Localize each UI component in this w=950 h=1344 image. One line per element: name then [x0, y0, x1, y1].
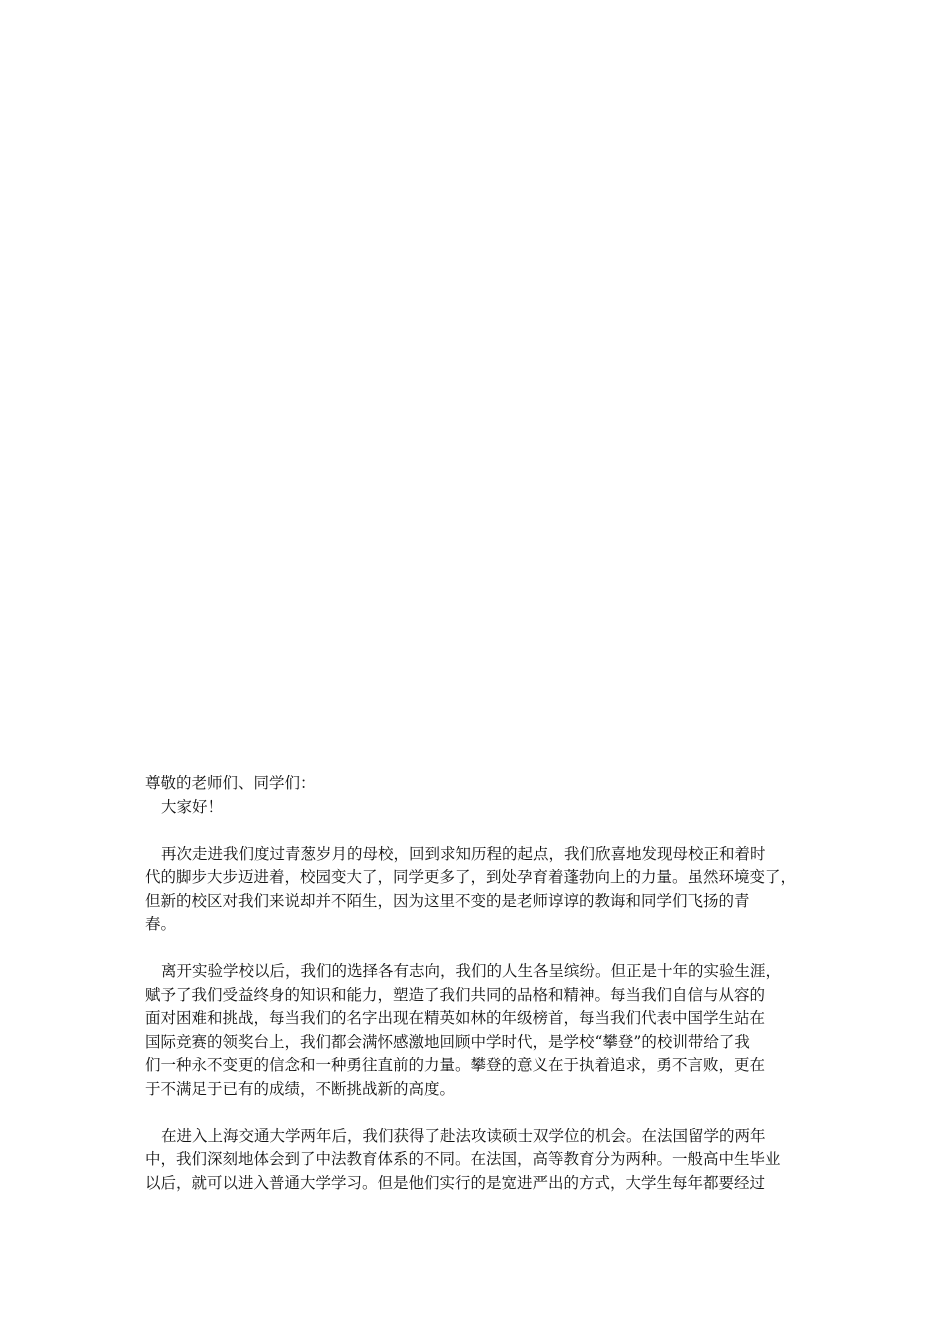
paragraph-line: 赋予了我们受益终身的知识和能力，塑造了我们共同的品格和精神。每当我们自信与从容的: [145, 985, 766, 1004]
paragraph-line: 于不满足于已有的成绩，不断挑战新的高度。: [145, 1079, 456, 1098]
paragraph-line: 春。: [145, 915, 177, 933]
paragraph-line: 但新的校区对我们来说却并不陌生，因为这里不变的是老师谆谆的教诲和同学们飞扬的青: [145, 891, 750, 910]
paragraph-gap: [145, 1101, 811, 1125]
paragraph-line: 面对困难和挑战，每当我们的名字出现在精英如林的年级榜首，每当我们代表中国学生站在: [145, 1009, 766, 1027]
paragraph-2: [145, 960, 811, 1101]
paragraph-line: 在进入上海交通大学两年后，我们获得了赴法攻读硕士双学位的机会。在法国留学的两年: [161, 1126, 766, 1145]
paragraph-line: 们一种永不变更的信念和一种勇往直前的力量。攀登的意义在于执着追求，勇不言败，更在: [145, 1056, 766, 1074]
paragraph-line: 再次走进我们度过青葱岁月的母校，回到求知历程的起点，我们欣喜地发现母校正和着时: [161, 844, 766, 863]
paragraph-line: 离开实验学校以后，我们的选择各有志向，我们的人生各呈缤纷。但正是十年的实验生涯，: [161, 962, 782, 980]
paragraph-line: 国际竞赛的领奖台上，我们都会满怀感激地回顾中学时代，是学校“攀登”的校训带给了我: [145, 1032, 750, 1051]
greeting: 大家好！: [161, 797, 224, 816]
letter-body: [145, 772, 811, 1195]
paragraph-line: 中，我们深刻地体会到了中法教育体系的不同。在法国，高等教育分为两种。一般高中生毕业: [145, 1150, 781, 1168]
paragraph-line: 以后，就可以进入普通大学学习。但是他们实行的是宽进严出的方式，大学生每年都要经过: [145, 1173, 766, 1192]
paragraph-gap: [145, 937, 811, 961]
paragraph-1: [145, 843, 811, 937]
paragraph-line: 代的脚步大步迈进着，校园变大了，同学更多了，到处孕育着蓬勃向上的力量。虽然环境变了，: [145, 868, 797, 886]
salutation: 尊敬的老师们、同学们：: [145, 774, 316, 792]
paragraph-gap: [145, 819, 811, 843]
paragraph-3: [145, 1125, 811, 1196]
